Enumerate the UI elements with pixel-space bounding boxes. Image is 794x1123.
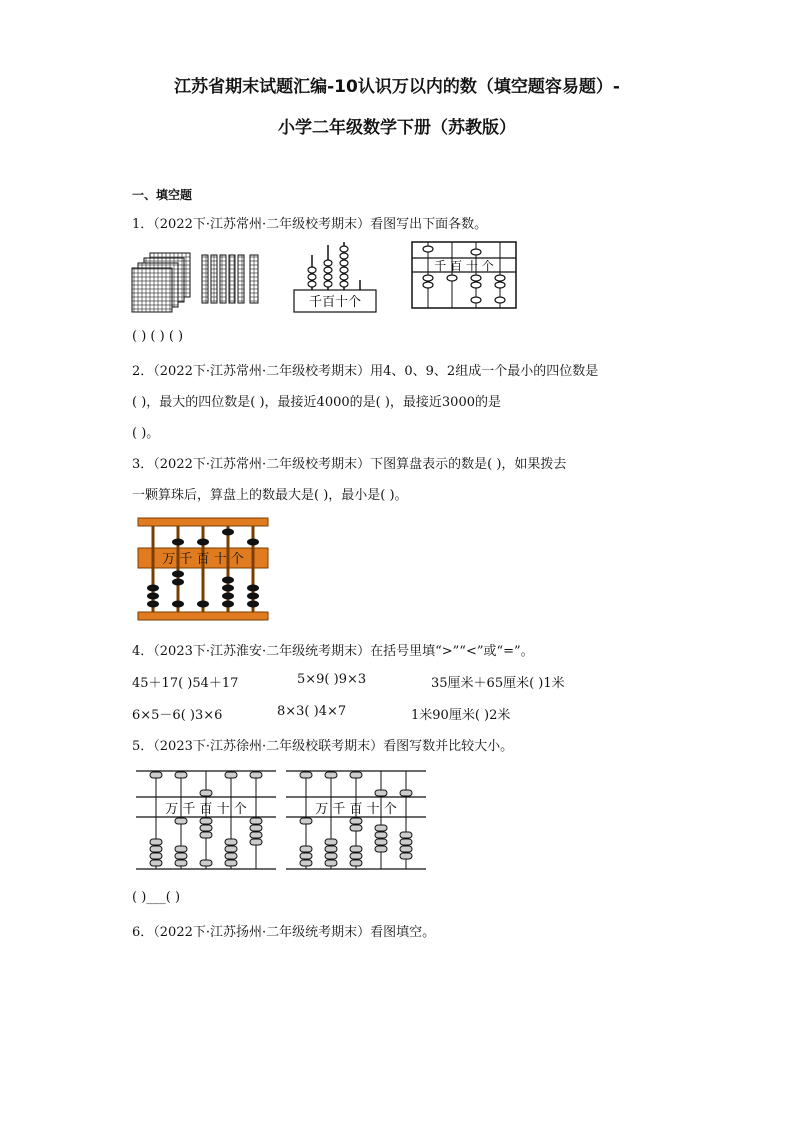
q3-text-line1: 3．（2022下·江苏常州·二年级校考期末）下图算盘表示的数是( )，如果拨去 bbox=[132, 457, 567, 472]
q5-text: 5．（2023下·江苏徐州·二年级校联考期末）看图写数并比较大小。 bbox=[132, 739, 514, 754]
q4-row1-item2: 5×9( )9×3 bbox=[297, 672, 367, 687]
q2-text-line3: ( )。 bbox=[132, 426, 160, 441]
q4-row1-item1: 45＋17( )54＋17 bbox=[132, 676, 239, 691]
section-heading: 一、填空题 bbox=[132, 188, 193, 202]
q5-abacus-left-figure bbox=[136, 767, 278, 873]
q1-framed-abacus-label: 千 百 十 个 bbox=[434, 259, 494, 273]
q1-abacus-box-figure bbox=[290, 240, 380, 315]
q5-answer-blanks: ( )___( ) bbox=[132, 890, 181, 905]
q3-abacus-label: 万 千 百 十 个 bbox=[162, 552, 244, 567]
q2-text-line2: ( )，最大的四位数是( )，最接近4000的是( )，最接近3000的是 bbox=[132, 395, 501, 410]
q1-text: 1．（2022下·江苏常州·二年级校考期末）看图写出下面各数。 bbox=[132, 217, 488, 232]
document-title-line2: 小学二年级数学下册（苏教版） bbox=[278, 118, 516, 138]
q4-row2-item2: 8×3( )4×7 bbox=[277, 704, 347, 719]
q1-answer-blanks: ( ) ( ) ( ) bbox=[132, 329, 184, 344]
q5-right-abacus-label: 万 千 百 十 个 bbox=[315, 802, 397, 817]
q4-text: 4．（2023下·江苏淮安·二年级统考期末）在括号里填“>”“<”或“=”。 bbox=[132, 644, 534, 659]
q3-text-line2: 一颗算珠后，算盘上的数最大是( )，最小是( )。 bbox=[132, 488, 408, 503]
q6-text: 6．（2022下·江苏扬州·二年级统考期末）看图填空。 bbox=[132, 925, 436, 940]
q4-row2-item1: 6×5－6( )3×6 bbox=[132, 708, 223, 723]
document-title-line1: 江苏省期末试题汇编-10认识万以内的数（填空题容易题）- bbox=[174, 77, 620, 97]
q2-text-line1: 2．（2022下·江苏常州·二年级校考期末）用4、0、9、2组成一个最小的四位数是 bbox=[132, 364, 599, 379]
q5-abacus-right-figure bbox=[286, 767, 428, 873]
q4-row1-item3: 35厘米＋65厘米( )1米 bbox=[431, 676, 565, 691]
q1-framed-abacus-figure bbox=[410, 240, 520, 312]
unit-cubes bbox=[250, 255, 258, 303]
base-ten-blocks-figure bbox=[130, 245, 270, 320]
q3-orange-abacus-figure bbox=[138, 518, 270, 622]
hundred-rods bbox=[202, 255, 244, 303]
thousand-cubes bbox=[132, 253, 190, 312]
q4-row2-item3: 1米90厘米( )2米 bbox=[411, 708, 511, 723]
q1-abacus-box-label: 千百十个 bbox=[308, 295, 362, 310]
q5-left-abacus-label: 万 千 百 十 个 bbox=[165, 802, 247, 817]
